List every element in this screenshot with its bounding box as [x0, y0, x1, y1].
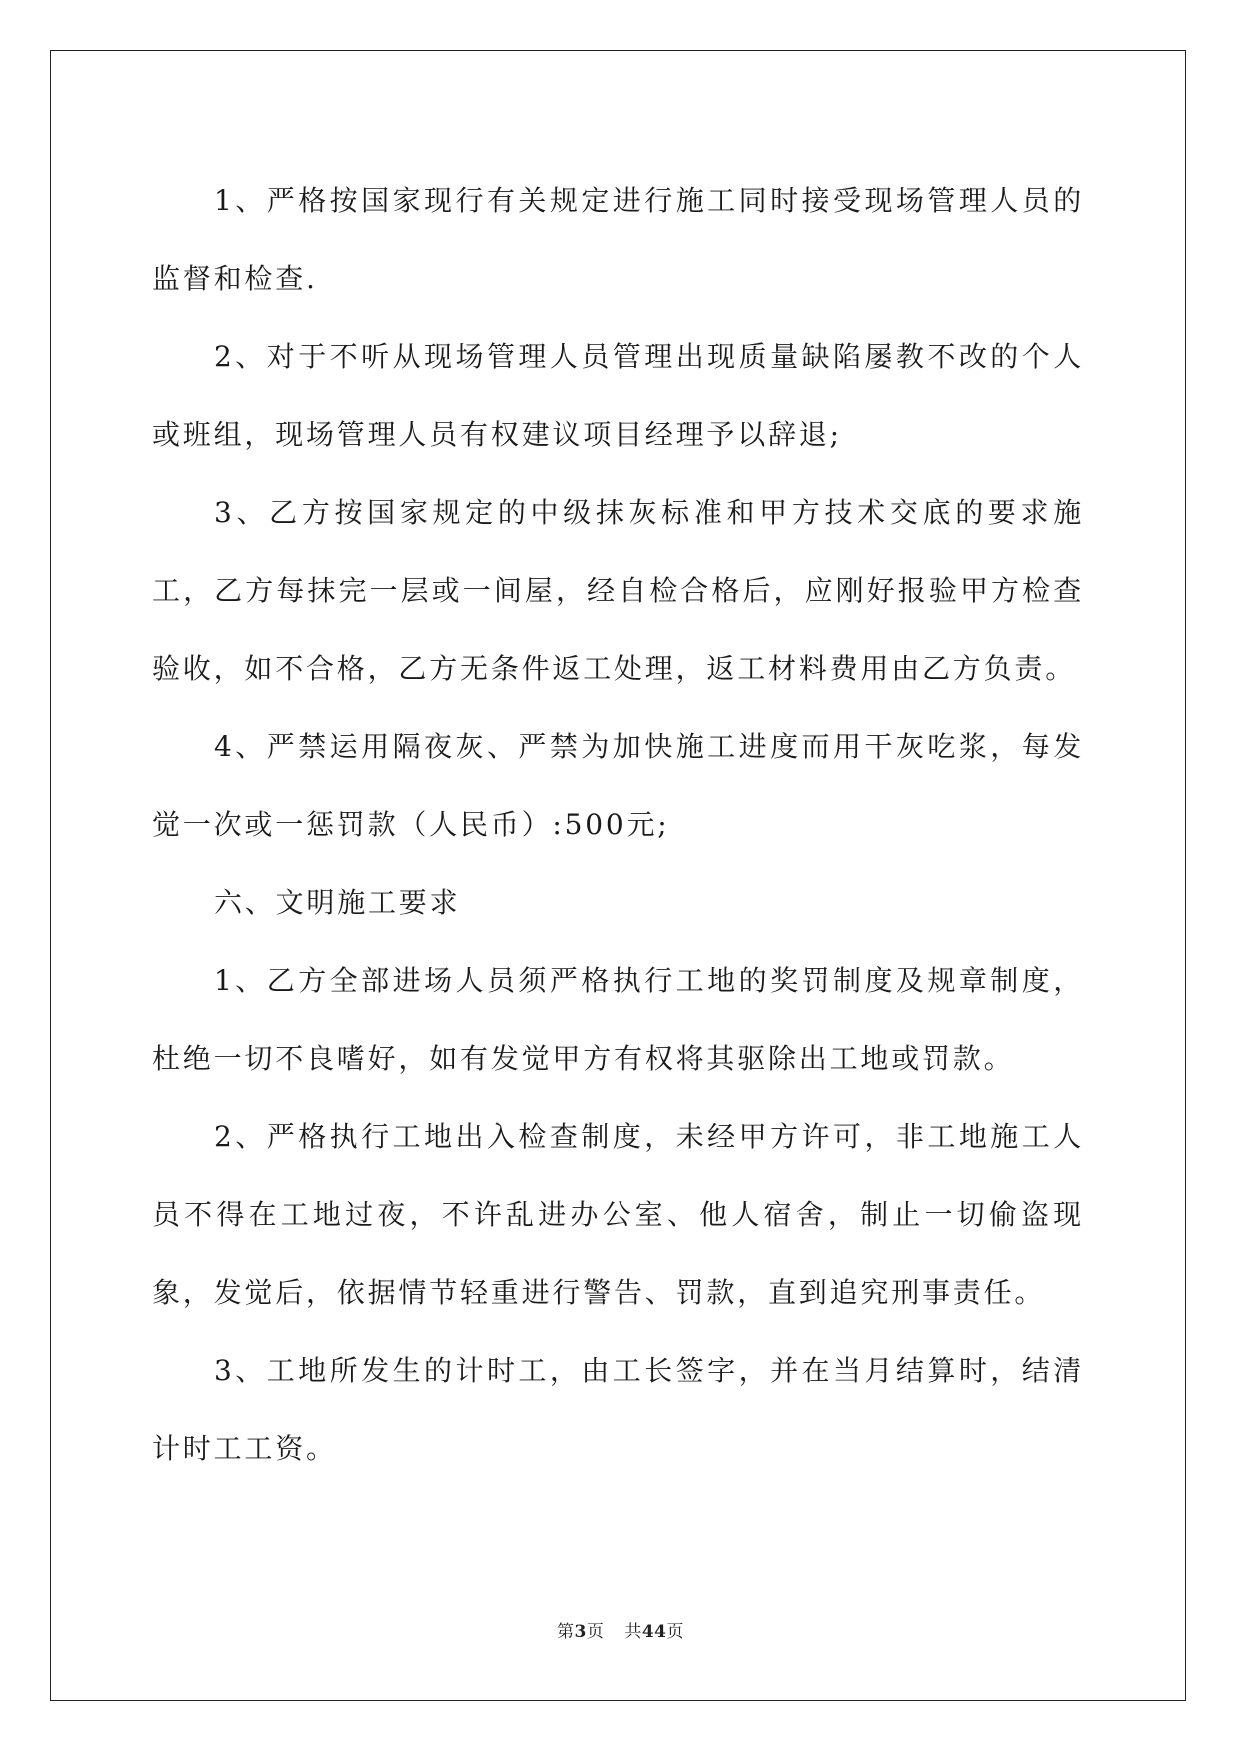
page-current: 3: [574, 1622, 587, 1642]
document-body: [152, 162, 1084, 1488]
page-footer: [0, 1617, 1241, 1642]
section-heading: 六、文明施工要求: [214, 886, 461, 919]
paragraph-4: 4、严禁运用隔夜灰、严禁为加快施工进度而用干灰吃浆，每发觉一次或一惩罚款（人民币）:500元;: [152, 730, 1084, 841]
paragraph-3: 3、乙方按国家规定的中级抹灰标准和甲方技术交底的要求施工，乙方每抹完一层或一间屋，经自检合格后，应刚好报验甲方检查验收，如不合格，乙方无条件返工处理，返工材料费用由乙方负责。: [152, 496, 1084, 685]
page-suffix: 页: [586, 1622, 605, 1642]
total-suffix: 页: [666, 1622, 684, 1642]
paragraph-1: 1、严格按国家现行有关规定进行施工同时接受现场管理人员的监督和检查.: [152, 184, 1084, 295]
page-prefix: 第: [556, 1622, 575, 1642]
paragraph-8: 3、工地所发生的计时工，由工长签字，并在当月结算时，结清计时工工资。: [152, 1354, 1084, 1465]
page-total: 44: [641, 1622, 667, 1642]
paragraph-2: 2、对于不听从现场管理人员管理出现质量缺陷屡教不改的个人或班组，现场管理人员有权建议项目经理予以辞退;: [152, 340, 1084, 451]
paragraph-7: 2、严格执行工地出入检查制度，未经甲方许可，非工地施工人员不得在工地过夜，不许乱进办公室、他人宿舍，制止一切偷盗现象，发觉后，依据情节轻重进行警告、罚款，直到追究刑事责任。: [152, 1120, 1084, 1309]
total-prefix: 共: [624, 1622, 642, 1642]
paragraph-6: 1、乙方全部进场人员须严格执行工地的奖罚制度及规章制度，杜绝一切不良嗜好，如有发觉甲方有权将其驱除出工地或罚款。: [152, 964, 1084, 1075]
